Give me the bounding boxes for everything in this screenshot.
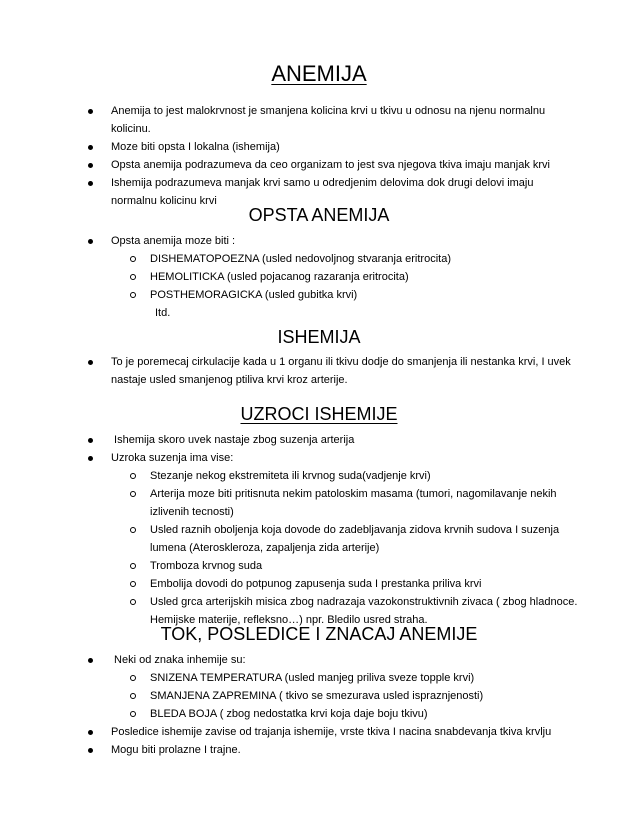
circle-bullet-icon — [130, 581, 136, 587]
bullet-icon — [88, 163, 93, 168]
document-page: ANEMIJA Anemija to jest malokrvnost je smanjena kolicina krvi u tkivu u odnosu na njenu normalnu kolicinu. Moze biti opsta I lokalna (ishemija) Opsta anemija podrazumeva da ceo organizam to jest sva njegova tkiva imaju manjak krvi Ishemija podrazumeva manjak krvi samo u odredjenim delovima dok drugi delovi imaju normalnu kolicinu krvi OPSTA ANEMIJA Opsta anemija moze biti : DISHEMATOPOEZNA (usled nedovoljnog stvaranja eritrocita) HEMOLITICKA (usled pojacanog razaranja eritrocita) POSTHEMORAGICKA (usled gubitka krvi) Itd. ISHEMIJA To je poremecaj cirkulacije kada u 1 organu ili tkivu dodje do smanjenja ili nestanka krvi, I uvek nastaje usled smanjenog ptiliva krvi kroz arterije. UZROCI ISHEMIJE Ishemija skoro uvek nastaje zbog suzenja arterija Uzroka suzenja ima vise: Stezanje nekog ekstremiteta ili krvnog suda(vadjenje krvi) Arterija moze biti pritisnuta nekim patoloskim masama (tumori, nagomilavanje nekih izlivenih tecnosti) Usled raznih oboljenja koja dovode do zadebljavanja zidova krvnih sudova I suzenja lumena (Ateroskleroza, zapaljenja zida arterije) Tromboza krvnog suda Embolija dovodi do potpunog zapusenja suda I prestanka priliva krvi Usled grca arterijskih misica zbog nadrazaja vazokonstruktivnih zivaca ( zbog hladnoce. Hemijske materije, refleksno…) npr. Bledilo usred straha. TOK, POSLEDICE I ZNACAJ ANEMIJE Neki od znaka inhemije su: SNIZENA TEMPERATURA (usled manjeg priliva sveze topple krvi) SMANJENA ZAPREMINA ( tkivo se smezurava usled ispraznjenosti) BLEDA BOJA ( zbog nedostatka krvi koja daje boju tkivu) Posledice ishemije zavise od trajanja ishemije, vrste tkiva I nacina snabdevanja tkiva krvlju Mogu biti prolazne I trajne. — [0, 0, 638, 826]
circle-bullet-icon — [130, 274, 136, 280]
circle-bullet-icon — [130, 563, 136, 569]
circle-bullet-icon — [130, 675, 136, 681]
sub-list-item-continuation: lumena (Ateroskleroza, zapaljenja zida arterije) — [150, 542, 380, 554]
heading-uzroci-ishemije: UZROCI ISHEMIJE — [240, 404, 398, 424]
circle-bullet-icon — [130, 473, 136, 479]
bullet-icon — [88, 239, 93, 244]
bullet-icon — [88, 456, 93, 461]
circle-bullet-icon — [130, 711, 136, 717]
sub-list-item-continuation: izlivenih tecnosti) — [150, 506, 234, 518]
bullet-icon — [88, 145, 93, 150]
circle-bullet-icon — [130, 599, 136, 605]
circle-bullet-icon — [130, 292, 136, 298]
bullet-icon — [88, 438, 93, 443]
list-item-continuation: kolicinu. — [111, 123, 151, 135]
list-item-continuation: normalnu kolicinu krvi — [111, 195, 217, 207]
circle-bullet-icon — [130, 256, 136, 262]
list-item-continuation: nastaje usled smanjenog ptiliva krvi kroz arterije. — [111, 374, 348, 386]
bullet-icon — [88, 360, 93, 365]
bullet-icon — [88, 730, 93, 735]
title-anemija: ANEMIJA — [271, 61, 367, 86]
bullet-icon — [88, 109, 93, 114]
circle-bullet-icon — [130, 693, 136, 699]
heading-opsta-anemija: OPSTA ANEMIJA — [248, 205, 390, 225]
circle-bullet-icon — [130, 491, 136, 497]
bullet-icon — [88, 748, 93, 753]
etc-text: Itd. — [155, 307, 171, 319]
sub-list-item-continuation: Hemijske materije, refleksno…) npr. Bledilo usred straha. — [150, 614, 428, 626]
bullet-icon — [88, 181, 93, 186]
bullet-icon — [88, 658, 93, 663]
heading-ishemija: ISHEMIJA — [277, 327, 361, 347]
circle-bullet-icon — [130, 527, 136, 533]
heading-tok-posledice: TOK, POSLEDICE I ZNACAJ ANEMIJE — [160, 624, 478, 644]
